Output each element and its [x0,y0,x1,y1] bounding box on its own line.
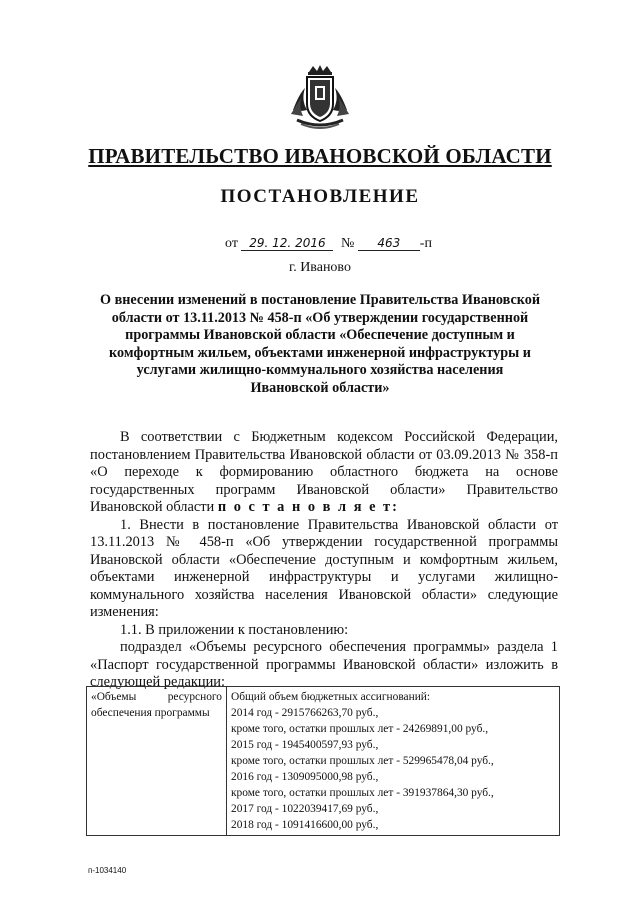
number-label: № [340,236,355,251]
number-suffix: -п [419,236,432,251]
document-subject: О внесении изменений в постановление Правительства Ивановской области от 13.11.2013 № 458-п «Об утверждении государственной программы Ивановской области «Обеспечение доступным и комфортным жильем, объектами инженерной инфраструктуры и услугами жилищно-коммунального хозяйства населения Ивановской области» [100,292,540,396]
amount-line: кроме того, остатки прошлых лет - 391937864,30 руб., [231,787,494,799]
paragraph-1-1: 1.1. В приложении к постановлению: [120,621,349,638]
amount-line: 2017 год - 1022039417,69 руб., [231,803,379,815]
amount-line: 2016 год - 1309095000,98 руб., [231,771,379,783]
document-code: п-1034140 [88,866,127,875]
resolves-word: п о с т а н о в л я е т: [217,499,399,515]
table-left-cell [87,687,227,836]
amount-line: 2014 год - 2915766263,70 руб., [231,707,379,719]
coat-of-arms-emblem [285,64,355,134]
amount-line: Общий объем бюджетных ассигнований: [231,691,431,703]
document-type: ПОСТАНОВЛЕНИЕ [220,186,420,207]
table-left-text: «Объемы ресурсного обеспечения программы [91,691,222,719]
document-body [90,429,558,692]
date-prefix: от [225,236,238,251]
organization-title: ПРАВИТЕЛЬСТВО ИВАНОВСКОЙ ОБЛАСТИ [88,144,552,168]
document-number: 463 [358,236,420,251]
table-row [87,687,560,836]
amount-line: 2015 год - 1945400597,93 руб., [231,739,379,751]
amount-line: кроме того, остатки прошлых лет - 24269891,00 руб., [231,723,489,735]
city: г. Иваново [289,260,351,275]
amount-line: кроме того, остатки прошлых лет - 529965478,04 руб., [231,755,494,767]
document-date: 29. 12. 2016 [241,236,333,251]
preamble-text: В соответствии с Бюджетным кодексом Российской Федерации, постановлением Правительства Ивановской области от 03.09.2013 № 358-п «О переходе к формированию областного бюджета на основе государственных программ Ивановской области» Правительство Ивановской области [90,429,558,515]
paragraph-preamble [90,429,558,517]
resource-table [86,686,560,836]
paragraph-subsection: подраздел «Объемы ресурсного обеспечения программы» раздела 1 «Паспорт государственной программы Ивановской области» изложить в следующей редакции: [90,639,558,690]
amount-line: 2018 год - 1091416600,00 руб., [231,819,379,831]
paragraph-1: 1. Внести в постановление Правительства Ивановской области от 13.11.2013 № 458-п «Об утверждении государственной программы Ивановской области «Обеспечение доступным и комфортным жильем, объектами инженерной инфраструктуры и услугами жилищно-коммунального хозяйства населения Ивановской области» следующие изменения: [90,516,558,620]
date-number-line [225,236,432,252]
table-right-cell [227,687,560,836]
